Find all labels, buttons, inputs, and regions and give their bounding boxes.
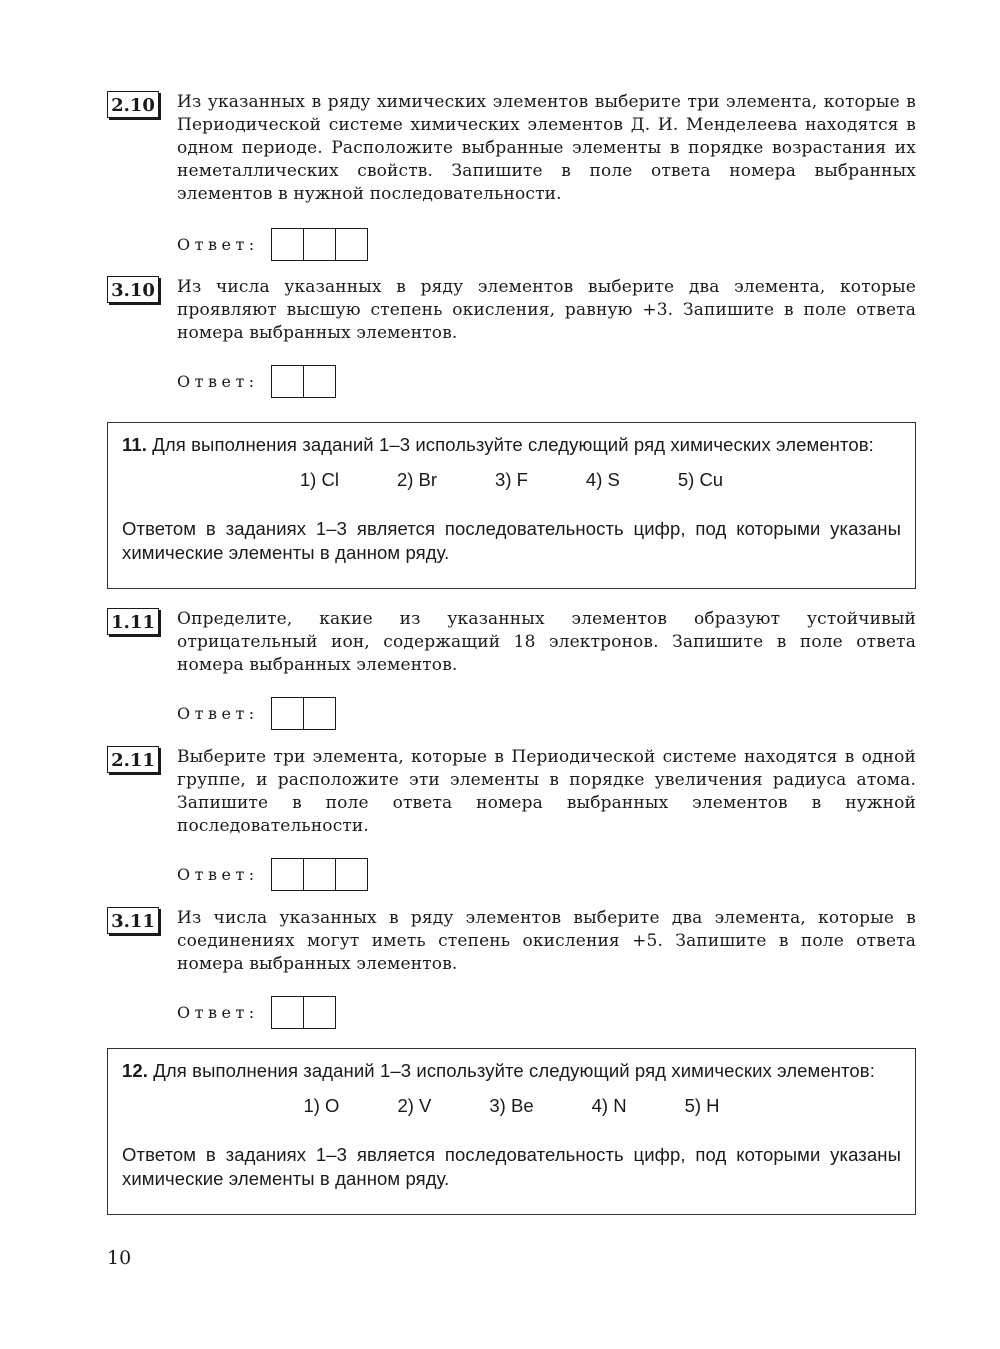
task-number: 3.11 (107, 907, 159, 934)
block-intro: Для выполнения заданий 1–3 используйте следующий ряд химических элементов: (152, 434, 874, 455)
element-item: 1) Cl (299, 469, 339, 490)
page-number: 10 (107, 1247, 132, 1269)
task-text: Выберите три элемента, которые в Периодической системе находятся в одной группе, и расположите эти элементы в порядке увеличения радиуса атома. Запишите в поле ответа номера выбранных элементов в нужной последовательности. (177, 747, 916, 836)
answer-cell[interactable] (336, 859, 367, 890)
element-item: 2) V (397, 1095, 432, 1116)
answer-cell[interactable] (272, 698, 304, 729)
task-number: 2.11 (107, 746, 159, 773)
answer-cell[interactable] (304, 229, 336, 260)
task-number: 2.10 (107, 91, 159, 118)
answer-cells (271, 858, 368, 891)
block-intro: Для выполнения заданий 1–3 используйте следующий ряд химических элементов: (153, 1060, 875, 1081)
answer-3-11 (177, 996, 336, 1029)
block-note: Ответом в заданиях 1–3 является последовательность цифр, под которыми указаны химические элементы в данном ряду. (122, 518, 901, 563)
answer-label: Ответ: (177, 704, 259, 723)
answer-3-10 (177, 365, 336, 398)
answer-cells (271, 697, 336, 730)
answer-2-10 (177, 228, 368, 261)
element-item: 4) S (585, 469, 620, 490)
answer-cells (271, 365, 336, 398)
answer-label: Ответ: (177, 1003, 259, 1022)
task-number: 1.11 (107, 608, 159, 635)
element-item: 5) H (684, 1095, 720, 1116)
answer-cell[interactable] (304, 698, 335, 729)
answer-cell[interactable] (304, 859, 336, 890)
element-item: 4) N (591, 1095, 627, 1116)
answer-cell[interactable] (304, 997, 335, 1028)
answer-cells (271, 228, 368, 261)
answer-cell[interactable] (304, 366, 335, 397)
element-item: 1) O (303, 1095, 340, 1116)
answer-1-11 (177, 697, 336, 730)
answer-cell[interactable] (272, 997, 304, 1028)
answer-cells (271, 996, 336, 1029)
answer-cell[interactable] (336, 229, 367, 260)
answer-cell[interactable] (272, 366, 304, 397)
answer-label: Ответ: (177, 865, 259, 884)
task-text: Из указанных в ряду химических элементов выберите три элемента, которые в Периодической системе химических элементов Д. И. Менделеева находятся в одном периоде. Расположите выбранные элементы в порядке возрастания их неметаллических свойств. Запишите в поле ответа номера выбранных элементов в нужной последовательности. (177, 92, 916, 204)
answer-label: Ответ: (177, 372, 259, 391)
block-number: 11. (122, 434, 147, 455)
block-number: 12. (122, 1060, 149, 1081)
task-text: Из числа указанных в ряду элементов выберите два элемента, которые проявляют высшую степень окисления, равную +3. Запишите в поле ответа номера выбранных элементов. (177, 277, 916, 343)
element-item: 3) F (495, 469, 528, 490)
elements-row (122, 1094, 901, 1118)
answer-label: Ответ: (177, 235, 259, 254)
task-number: 3.10 (107, 276, 159, 303)
answer-cell[interactable] (272, 859, 304, 890)
element-item: 5) Cu (677, 469, 724, 490)
element-item: 2) Br (396, 469, 438, 490)
task-text: Определите, какие из указанных элементов образуют устойчивый отрицательный ион, содержащий 18 электронов. Запишите в поле ответа номера выбранных элементов. (177, 609, 916, 675)
elements-row (122, 468, 901, 492)
element-item: 3) Be (489, 1095, 534, 1116)
block-note: Ответом в заданиях 1–3 является последовательность цифр, под которыми указаны химические элементы в данном ряду. (122, 1144, 901, 1189)
info-block-11 (107, 422, 916, 589)
answer-cell[interactable] (272, 229, 304, 260)
info-block-12 (107, 1048, 916, 1215)
task-text: Из числа указанных в ряду элементов выберите два элемента, которые в соединениях могут иметь степень окисления +5. Запишите в поле ответа номера выбранных элементов. (177, 908, 916, 974)
answer-2-11 (177, 858, 368, 891)
